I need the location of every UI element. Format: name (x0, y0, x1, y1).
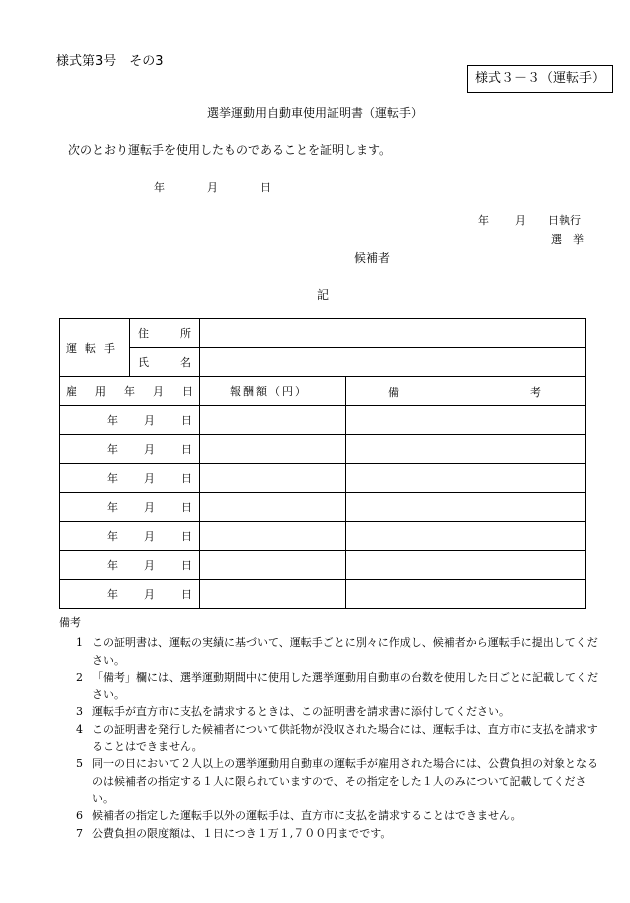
row-month: 月 (144, 588, 155, 601)
note-text: 候補者の指定した運転手以外の運転手は、直方市に支払を請求することはできません。 (92, 809, 522, 823)
amount-cell[interactable] (200, 551, 346, 580)
address-field[interactable] (200, 319, 586, 348)
employment-date-header: 雇用年月日 (60, 377, 200, 406)
amount-header: 報酬額（円） (200, 377, 346, 406)
note-number: 4 (76, 722, 83, 736)
employment-date-cell[interactable] (60, 522, 200, 551)
row-month: 月 (144, 501, 155, 514)
table-row (60, 493, 586, 522)
note-text: 運転手が直方市に支払を請求するときは、この証明書を請求書に添付してください。 (92, 705, 510, 719)
notes-cell[interactable] (346, 522, 586, 551)
note-number: 5 (76, 757, 83, 771)
row-day: 日 (181, 530, 192, 543)
row-month: 月 (144, 530, 155, 543)
note-number: 2 (76, 670, 83, 684)
notes-heading: 備考 (59, 616, 81, 629)
driver-label: 運転手 (60, 319, 130, 377)
amount-cell[interactable] (200, 464, 346, 493)
date-year: 年 (154, 181, 165, 194)
row-day: 日 (181, 414, 192, 427)
note-text: この証明書を発行した候補者について供託物が没収された場合には、運転手は、直方市に支払を請求することはできません。 (92, 722, 598, 754)
form-type-box: 様式３－３（運転手） (467, 65, 613, 93)
note-item (59, 703, 604, 720)
amount-cell[interactable] (200, 522, 346, 551)
notes-cell[interactable] (346, 464, 586, 493)
candidate-label: 候補者 (354, 251, 391, 265)
row-year: 年 (107, 501, 118, 514)
note-item (59, 755, 604, 807)
name-row (60, 348, 586, 377)
notes-cell[interactable] (346, 406, 586, 435)
table-row (60, 551, 586, 580)
amount-cell[interactable] (200, 435, 346, 464)
note-item (59, 825, 604, 842)
row-day: 日 (181, 559, 192, 572)
note-text: 「備考」欄には、選挙運動期間中に使用した選挙運動用自動車の台数を使用した日ごとに記載してください。 (92, 670, 598, 702)
notes-cell[interactable] (346, 435, 586, 464)
row-year: 年 (107, 472, 118, 485)
certification-date (154, 179, 271, 195)
notes-header-1: 備 (388, 386, 399, 399)
row-year: 年 (107, 559, 118, 572)
row-month: 月 (144, 472, 155, 485)
row-year: 年 (107, 530, 118, 543)
notes-header-2: 考 (530, 386, 541, 399)
election-month: 月 (515, 214, 526, 227)
intro-text: 次のとおり運転手を使用したものであることを証明します。 (68, 143, 392, 157)
row-day: 日 (181, 472, 192, 485)
note-item (59, 721, 604, 756)
employment-date-cell[interactable] (60, 493, 200, 522)
row-day: 日 (181, 501, 192, 514)
date-month: 月 (207, 181, 218, 194)
row-month: 月 (144, 443, 155, 456)
table-row (60, 464, 586, 493)
table-row (60, 522, 586, 551)
row-month: 月 (144, 414, 155, 427)
amount-cell[interactable] (200, 406, 346, 435)
table-row (60, 435, 586, 464)
election-day-suffix: 日執行 (548, 214, 581, 227)
note-number: 7 (76, 826, 83, 840)
election-date (478, 212, 581, 228)
row-year: 年 (107, 443, 118, 456)
notes-header (346, 377, 586, 406)
note-number: 1 (76, 636, 83, 650)
amount-cell[interactable] (200, 493, 346, 522)
table-row (60, 406, 586, 435)
note-number: 6 (76, 809, 83, 823)
note-text: 同一の日において２人以上の選挙運動用自動車の運転手が雇用された場合には、公費負担の対象となるのは候補者の指定する１人に限られていますので、その指定をした１人のみについて記載してください。 (92, 757, 598, 805)
date-day: 日 (260, 181, 271, 194)
employment-date-cell[interactable] (60, 580, 200, 609)
employment-date-cell[interactable] (60, 406, 200, 435)
address-row (60, 319, 586, 348)
address-label: 住所 (130, 319, 200, 348)
document-title: 選挙運動用自動車使用証明書（運転手） (206, 106, 423, 120)
note-number: 3 (76, 705, 83, 719)
notes-cell[interactable] (346, 493, 586, 522)
note-item (59, 634, 604, 669)
row-year: 年 (107, 588, 118, 601)
notes-cell[interactable] (346, 551, 586, 580)
driver-table (59, 318, 586, 609)
row-day: 日 (181, 588, 192, 601)
note-item (59, 807, 604, 824)
ki-label: 記 (317, 288, 330, 302)
row-month: 月 (144, 559, 155, 572)
note-item (59, 669, 604, 704)
table-row (60, 580, 586, 609)
election-label: 選 挙 (551, 233, 584, 246)
employment-date-cell[interactable] (60, 464, 200, 493)
notes-section (59, 614, 604, 842)
name-field[interactable] (200, 348, 586, 377)
form-number: 様式第3号 その3 (56, 54, 164, 69)
employment-date-cell[interactable] (60, 551, 200, 580)
name-label: 氏名 (130, 348, 200, 377)
row-day: 日 (181, 443, 192, 456)
amount-cell[interactable] (200, 580, 346, 609)
notes-cell[interactable] (346, 580, 586, 609)
note-text: この証明書は、運転の実績に基づいて、運転手ごとに別々に作成し、候補者から運転手に提出してください。 (92, 636, 598, 667)
employment-date-cell[interactable] (60, 435, 200, 464)
header-row (60, 377, 586, 406)
election-year: 年 (478, 214, 489, 227)
note-text: 公費負担の限度額は、１日につき１万１,７００円までです。 (92, 826, 392, 840)
row-year: 年 (107, 414, 118, 427)
